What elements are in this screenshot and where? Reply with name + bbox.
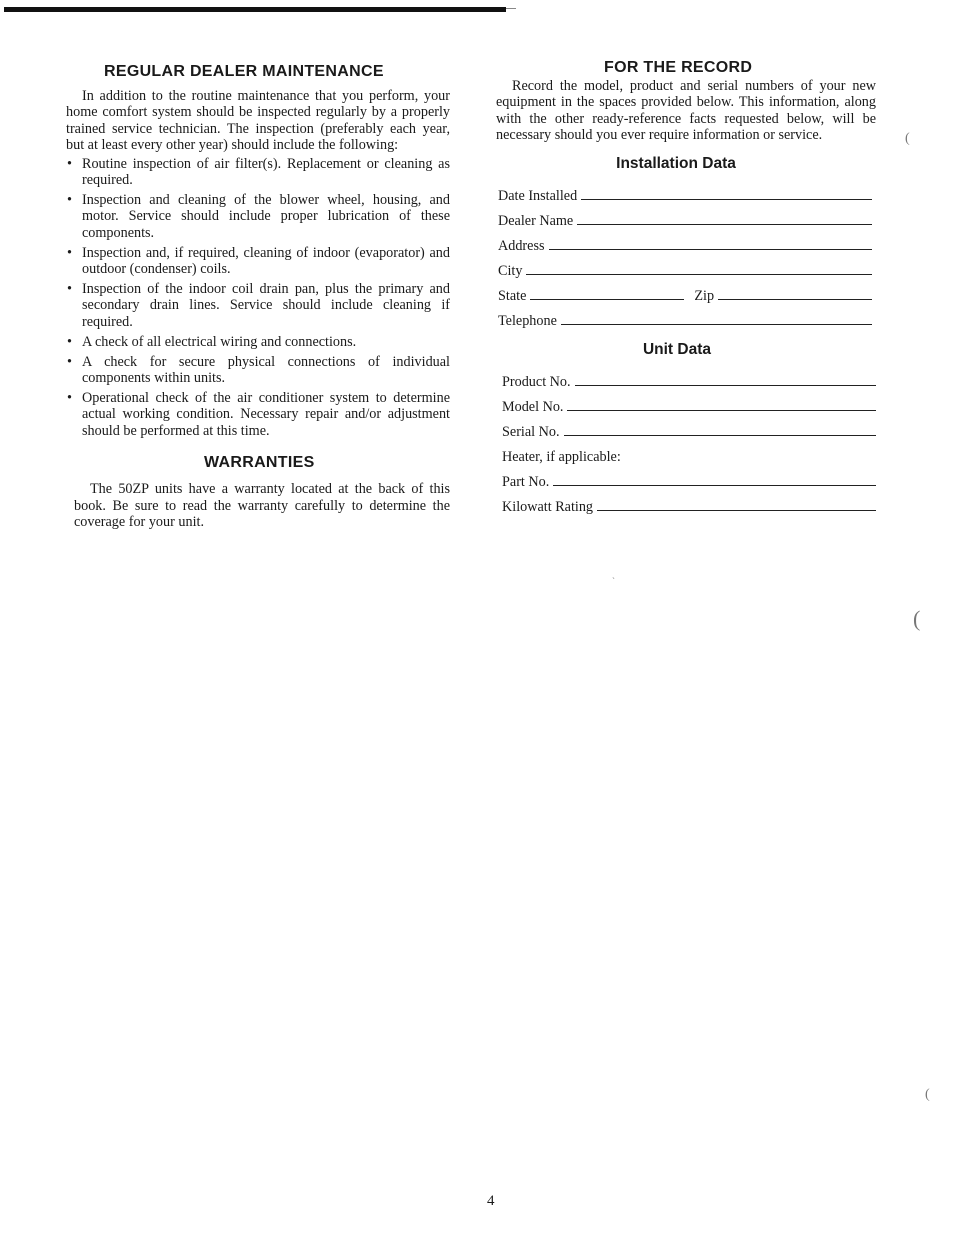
bullet-icon: • bbox=[67, 280, 72, 297]
warranties-text: The 50ZP units have a warranty located at the back of this book. Be sure to read the warranty carefully to determine the coverage for your unit. bbox=[74, 481, 450, 530]
record-intro: Record the model, product and serial numbers of your new equipment in the spaces provided below. This information, along with the other ready-reference facts requested below, will be necessary should you ever require information or service. bbox=[496, 78, 876, 144]
part-no-field[interactable] bbox=[502, 466, 876, 491]
page-number: 4 bbox=[487, 1193, 495, 1209]
product-no-field[interactable] bbox=[502, 366, 876, 391]
product-no-line[interactable] bbox=[575, 385, 876, 386]
model-no-label: Model No. bbox=[502, 398, 564, 415]
state-zip-field[interactable] bbox=[498, 280, 872, 305]
maintenance-list bbox=[66, 156, 450, 440]
list-item: • Operational check of the air conditioner system to determine actual working condition. Necessary repair and/or adjustment should be performed at this time. bbox=[67, 389, 450, 439]
state-label: State bbox=[498, 287, 527, 304]
warranties-heading: WARRANTIES bbox=[204, 454, 315, 472]
maintenance-intro: In addition to the routine maintenance that you perform, your home comfort system should be inspected regularly by a properly trained service technician. The inspection (preferably each year, but at least every other year) should include the following: bbox=[66, 88, 450, 154]
address-line[interactable] bbox=[549, 249, 873, 250]
installation-form bbox=[496, 180, 876, 330]
list-item: • Routine inspection of air filter(s). Replacement or cleaning as required. bbox=[67, 155, 450, 189]
left-column bbox=[66, 62, 450, 530]
city-label: City bbox=[498, 262, 523, 279]
kilowatt-line[interactable] bbox=[597, 510, 876, 511]
date-installed-field[interactable] bbox=[498, 180, 872, 205]
dealer-name-line[interactable] bbox=[577, 224, 872, 225]
part-no-label: Part No. bbox=[502, 473, 550, 490]
installation-heading: Installation Data bbox=[616, 154, 736, 172]
kilowatt-label: Kilowatt Rating bbox=[502, 498, 594, 515]
scan-mark: ` bbox=[612, 576, 615, 586]
zip-label: Zip bbox=[694, 287, 715, 304]
top-rule bbox=[4, 7, 506, 12]
product-no-label: Product No. bbox=[502, 373, 571, 390]
model-no-line[interactable] bbox=[567, 410, 876, 411]
scan-mark: ( bbox=[925, 1087, 930, 1102]
serial-no-label: Serial No. bbox=[502, 423, 560, 440]
list-item: • Inspection and cleaning of the blower wheel, housing, and motor. Service should include proper lubrication of these components. bbox=[67, 191, 450, 241]
part-no-line[interactable] bbox=[553, 485, 876, 486]
list-item: • Inspection and, if required, cleaning of indoor (evaporator) and outdoor (condenser) coils. bbox=[67, 244, 450, 278]
bullet-icon: • bbox=[67, 389, 72, 406]
telephone-label: Telephone bbox=[498, 312, 557, 329]
bullet-icon: • bbox=[67, 353, 72, 370]
heater-label: Heater, if applicable: bbox=[502, 448, 621, 465]
address-label: Address bbox=[498, 237, 545, 254]
kilowatt-field[interactable] bbox=[502, 491, 876, 516]
serial-no-field[interactable] bbox=[502, 416, 876, 441]
bullet-icon: • bbox=[67, 244, 72, 261]
serial-no-line[interactable] bbox=[564, 435, 876, 436]
list-item: • A check of all electrical wiring and connections. bbox=[67, 333, 357, 350]
telephone-line[interactable] bbox=[561, 324, 872, 325]
scan-mark: ( bbox=[913, 606, 921, 631]
date-installed-label: Date Installed bbox=[498, 187, 578, 204]
bullet-icon: • bbox=[67, 333, 72, 350]
unit-heading: Unit Data bbox=[642, 340, 712, 358]
top-rule-tail bbox=[506, 8, 516, 9]
zip-line[interactable] bbox=[718, 299, 872, 300]
city-field[interactable] bbox=[498, 255, 872, 280]
bullet-icon: • bbox=[67, 155, 72, 172]
unit-form bbox=[496, 366, 876, 516]
bullet-icon: • bbox=[67, 191, 72, 208]
dealer-name-label: Dealer Name bbox=[498, 212, 574, 229]
dealer-name-field[interactable] bbox=[498, 205, 872, 230]
right-column bbox=[496, 58, 876, 516]
list-item: • A check for secure physical connections of individual components within units. bbox=[67, 353, 450, 386]
maintenance-heading: REGULAR DEALER MAINTENANCE bbox=[104, 63, 384, 80]
address-field[interactable] bbox=[498, 230, 872, 255]
model-no-field[interactable] bbox=[502, 391, 876, 416]
scan-mark: ( bbox=[905, 131, 910, 146]
date-installed-line[interactable] bbox=[581, 199, 872, 200]
record-heading: FOR THE RECORD bbox=[604, 59, 753, 76]
telephone-field[interactable] bbox=[498, 305, 872, 330]
list-item: • Inspection of the indoor coil drain pan, plus the primary and secondary drain lines. Service should include cleaning if required. bbox=[67, 280, 450, 330]
state-line[interactable] bbox=[530, 299, 684, 300]
city-line[interactable] bbox=[526, 274, 872, 275]
